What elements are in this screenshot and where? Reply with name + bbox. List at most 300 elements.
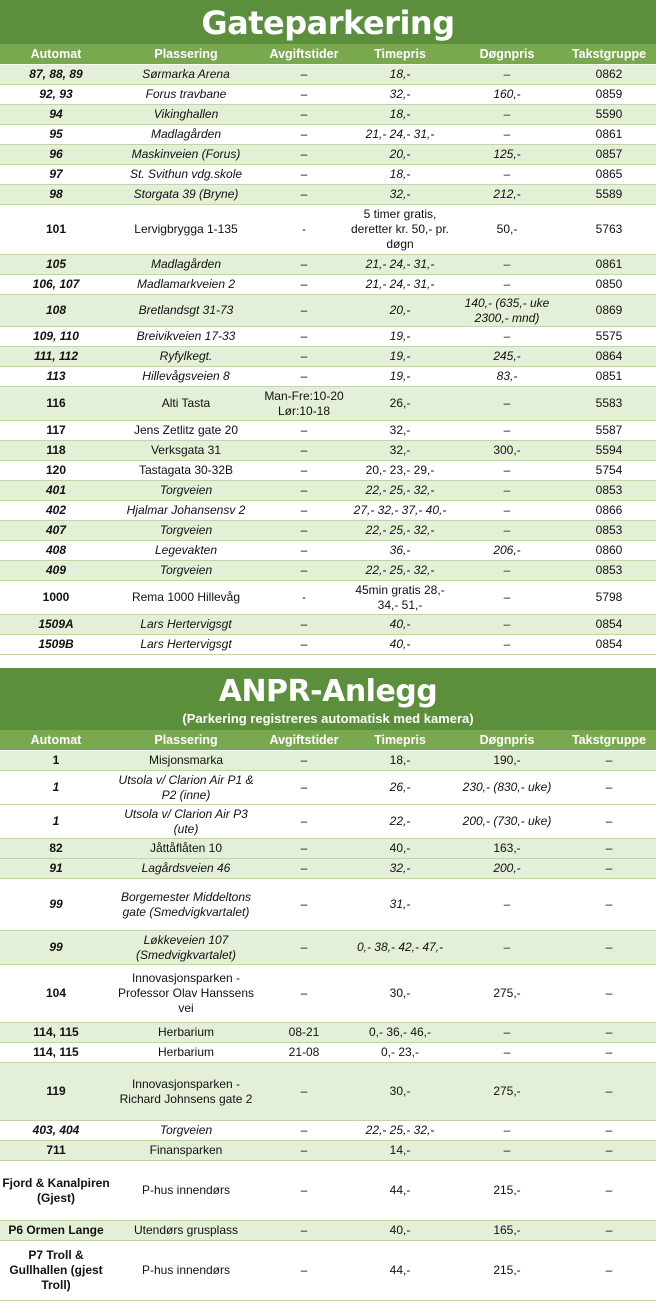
- dognpris-cell: –: [452, 105, 562, 125]
- takstgruppe-cell: –: [562, 805, 656, 839]
- automat-cell: 111, 112: [0, 347, 112, 367]
- plassering-cell: Bretlandsgt 31-73: [112, 295, 260, 327]
- automat-cell: 120: [0, 461, 112, 481]
- table-row: [0, 275, 656, 295]
- dognpris-cell: 215,-: [452, 1241, 562, 1301]
- automat-cell: 711: [0, 1141, 112, 1161]
- table-row: [0, 387, 656, 421]
- header-plassering: Plassering: [112, 44, 260, 65]
- dognpris-cell: 275,-: [452, 965, 562, 1023]
- dognpris-cell: –: [452, 165, 562, 185]
- avgiftstider-cell: –: [260, 839, 348, 859]
- avgiftstider-cell: –: [260, 421, 348, 441]
- dognpris-cell: –: [452, 421, 562, 441]
- automat-cell: 401: [0, 481, 112, 501]
- timepris-cell: 32,-: [348, 421, 452, 441]
- table-row: [0, 615, 656, 635]
- timepris-cell: 0,- 23,-: [348, 1043, 452, 1063]
- plassering-cell: Finansparken: [112, 1141, 260, 1161]
- timepris-cell: 0,- 38,- 42,- 47,-: [348, 931, 452, 965]
- timepris-cell: 40,-: [348, 615, 452, 635]
- automat-cell: 403, 404: [0, 1121, 112, 1141]
- header-automat: Automat: [0, 44, 112, 65]
- dognpris-cell: –: [452, 327, 562, 347]
- plassering-cell: Innovasjonsparken - Professor Olav Hanssens vei: [112, 965, 260, 1023]
- takstgruppe-cell: 5575: [562, 327, 656, 347]
- avgiftstider-cell: –: [260, 367, 348, 387]
- timepris-cell: 21,- 24,- 31,-: [348, 125, 452, 145]
- automat-cell: 109, 110: [0, 327, 112, 347]
- plassering-cell: Vikinghallen: [112, 105, 260, 125]
- avgiftstider-cell: –: [260, 1221, 348, 1241]
- anpr-rows: [0, 751, 656, 1301]
- table-row: [0, 501, 656, 521]
- timepris-cell: 22,- 25,- 32,-: [348, 561, 452, 581]
- automat-cell: 407: [0, 521, 112, 541]
- plassering-cell: Hjalmar Johansensv 2: [112, 501, 260, 521]
- timepris-cell: 5 timer gratis, deretter kr. 50,- pr. døgn: [348, 205, 452, 255]
- timepris-cell: 32,-: [348, 441, 452, 461]
- dognpris-cell: 200,- (730,- uke): [452, 805, 562, 839]
- plassering-cell: P-hus innendørs: [112, 1161, 260, 1221]
- plassering-cell: Alti Tasta: [112, 387, 260, 421]
- timepris-cell: 22,-: [348, 805, 452, 839]
- timepris-cell: 45min gratis 28,- 34,- 51,-: [348, 581, 452, 615]
- avgiftstider-cell: -: [260, 581, 348, 615]
- timepris-cell: 44,-: [348, 1241, 452, 1301]
- dognpris-cell: –: [452, 275, 562, 295]
- plassering-cell: Utsola v/ Clarion Air P1 & P2 (inne): [112, 771, 260, 805]
- table-row: [0, 421, 656, 441]
- timepris-cell: 20,-: [348, 145, 452, 165]
- takstgruppe-cell: 0857: [562, 145, 656, 165]
- timepris-cell: 22,- 25,- 32,-: [348, 481, 452, 501]
- dognpris-cell: –: [452, 1141, 562, 1161]
- timepris-cell: 19,-: [348, 347, 452, 367]
- timepris-cell: 18,-: [348, 105, 452, 125]
- dognpris-cell: 275,-: [452, 1063, 562, 1121]
- dognpris-cell: –: [452, 125, 562, 145]
- avgiftstider-cell: –: [260, 85, 348, 105]
- automat-cell: 1000: [0, 581, 112, 615]
- timepris-cell: 20,-: [348, 295, 452, 327]
- table-row: [0, 771, 656, 805]
- table-row: [0, 965, 656, 1023]
- plassering-cell: Lars Hertervigsgt: [112, 615, 260, 635]
- table-row: [0, 125, 656, 145]
- automat-cell: 1: [0, 771, 112, 805]
- takstgruppe-cell: 0865: [562, 165, 656, 185]
- automat-cell: 409: [0, 561, 112, 581]
- plassering-cell: Løkkeveien 107 (Smedvigkvartalet): [112, 931, 260, 965]
- takstgruppe-cell: 0854: [562, 635, 656, 655]
- timepris-cell: 32,-: [348, 185, 452, 205]
- plassering-cell: Hillevågsveien 8: [112, 367, 260, 387]
- automat-cell: 119: [0, 1063, 112, 1121]
- plassering-cell: Legevakten: [112, 541, 260, 561]
- header-plassering: Plassering: [112, 730, 260, 751]
- takstgruppe-cell: 0853: [562, 561, 656, 581]
- automat-cell: 408: [0, 541, 112, 561]
- avgiftstider-cell: –: [260, 1161, 348, 1221]
- timepris-cell: 30,-: [348, 1063, 452, 1121]
- plassering-cell: Torgveien: [112, 561, 260, 581]
- avgiftstider-cell: 08-21: [260, 1023, 348, 1043]
- anpr-section: [0, 668, 656, 1301]
- table-row: [0, 205, 656, 255]
- dognpris-cell: 140,- (635,- uke 2300,- mnd): [452, 295, 562, 327]
- timepris-cell: 18,-: [348, 65, 452, 85]
- takstgruppe-cell: –: [562, 1141, 656, 1161]
- automat-cell: 105: [0, 255, 112, 275]
- takstgruppe-cell: 0862: [562, 65, 656, 85]
- dognpris-cell: 206,-: [452, 541, 562, 561]
- automat-cell: 99: [0, 931, 112, 965]
- dognpris-cell: –: [452, 635, 562, 655]
- plassering-cell: Madlagården: [112, 125, 260, 145]
- table-row: [0, 541, 656, 561]
- avgiftstider-cell: –: [260, 771, 348, 805]
- automat-cell: 99: [0, 879, 112, 931]
- avgiftstider-cell: –: [260, 185, 348, 205]
- dognpris-cell: –: [452, 1121, 562, 1141]
- avgiftstider-cell: 21-08: [260, 1043, 348, 1063]
- timepris-cell: 22,- 25,- 32,-: [348, 521, 452, 541]
- header-avgiftstider: Avgiftstider: [260, 730, 348, 751]
- avgiftstider-cell: –: [260, 541, 348, 561]
- dognpris-cell: 125,-: [452, 145, 562, 165]
- takstgruppe-cell: 0861: [562, 125, 656, 145]
- timepris-cell: 22,- 25,- 32,-: [348, 1121, 452, 1141]
- takstgruppe-cell: 0861: [562, 255, 656, 275]
- table-row: [0, 839, 656, 859]
- dognpris-cell: –: [452, 581, 562, 615]
- avgiftstider-cell: –: [260, 501, 348, 521]
- anpr-table: [0, 730, 656, 1301]
- dognpris-cell: –: [452, 65, 562, 85]
- automat-cell: 114, 115: [0, 1043, 112, 1063]
- automat-cell: 92, 93: [0, 85, 112, 105]
- header-dognpris: Døgnpris: [452, 44, 562, 65]
- plassering-cell: Utendørs grusplass: [112, 1221, 260, 1241]
- avgiftstider-cell: -: [260, 205, 348, 255]
- automat-cell: 98: [0, 185, 112, 205]
- timepris-cell: 18,-: [348, 165, 452, 185]
- dognpris-cell: 163,-: [452, 839, 562, 859]
- takstgruppe-cell: –: [562, 1221, 656, 1241]
- plassering-cell: Herbarium: [112, 1023, 260, 1043]
- table-row: [0, 1023, 656, 1043]
- automat-cell: P7 Troll & Gullhallen (gjest Troll): [0, 1241, 112, 1301]
- takstgruppe-cell: 0851: [562, 367, 656, 387]
- automat-cell: 106, 107: [0, 275, 112, 295]
- table-row: [0, 105, 656, 125]
- table-row: [0, 859, 656, 879]
- dognpris-cell: –: [452, 561, 562, 581]
- avgiftstider-cell: –: [260, 561, 348, 581]
- table-row: [0, 165, 656, 185]
- dognpris-cell: –: [452, 387, 562, 421]
- plassering-cell: Torgveien: [112, 481, 260, 501]
- takstgruppe-cell: 5594: [562, 441, 656, 461]
- automat-cell: 402: [0, 501, 112, 521]
- takstgruppe-cell: 0850: [562, 275, 656, 295]
- plassering-cell: Jens Zetlitz gate 20: [112, 421, 260, 441]
- dognpris-cell: 245,-: [452, 347, 562, 367]
- plassering-cell: Ryfylkegt.: [112, 347, 260, 367]
- dognpris-cell: –: [452, 1023, 562, 1043]
- header-takstgruppe: Takstgruppe: [562, 730, 656, 751]
- gateparkering-table: [0, 44, 656, 655]
- takstgruppe-cell: 5587: [562, 421, 656, 441]
- takstgruppe-cell: 5590: [562, 105, 656, 125]
- avgiftstider-cell: –: [260, 879, 348, 931]
- dognpris-cell: 300,-: [452, 441, 562, 461]
- automat-cell: 1509B: [0, 635, 112, 655]
- automat-cell: 1: [0, 805, 112, 839]
- timepris-cell: 0,- 36,- 46,-: [348, 1023, 452, 1043]
- timepris-cell: 26,-: [348, 387, 452, 421]
- plassering-cell: Rema 1000 Hillevåg: [112, 581, 260, 615]
- table-row: [0, 461, 656, 481]
- dognpris-cell: –: [452, 931, 562, 965]
- timepris-cell: 40,-: [348, 1221, 452, 1241]
- automat-cell: Fjord & Kanalpiren (Gjest): [0, 1161, 112, 1221]
- timepris-cell: 40,-: [348, 839, 452, 859]
- plassering-cell: Breivikveien 17-33: [112, 327, 260, 347]
- automat-cell: 97: [0, 165, 112, 185]
- header-timepris: Timepris: [348, 44, 452, 65]
- automat-cell: 96: [0, 145, 112, 165]
- avgiftstider-cell: –: [260, 481, 348, 501]
- automat-cell: 94: [0, 105, 112, 125]
- automat-cell: 91: [0, 859, 112, 879]
- avgiftstider-cell: –: [260, 327, 348, 347]
- timepris-cell: 31,-: [348, 879, 452, 931]
- table-header-row: [0, 44, 656, 65]
- dognpris-cell: 160,-: [452, 85, 562, 105]
- timepris-cell: 18,-: [348, 751, 452, 771]
- dognpris-cell: 190,-: [452, 751, 562, 771]
- plassering-cell: Herbarium: [112, 1043, 260, 1063]
- dognpris-cell: 215,-: [452, 1161, 562, 1221]
- dognpris-cell: 50,-: [452, 205, 562, 255]
- plassering-cell: St. Svithun vdg.skole: [112, 165, 260, 185]
- header-avgiftstider: Avgiftstider: [260, 44, 348, 65]
- timepris-cell: 32,-: [348, 859, 452, 879]
- takstgruppe-cell: 5583: [562, 387, 656, 421]
- takstgruppe-cell: 0869: [562, 295, 656, 327]
- timepris-cell: 21,- 24,- 31,-: [348, 255, 452, 275]
- timepris-cell: 19,-: [348, 327, 452, 347]
- dognpris-cell: –: [452, 615, 562, 635]
- plassering-cell: Maskinveien (Forus): [112, 145, 260, 165]
- takstgruppe-cell: 0853: [562, 521, 656, 541]
- timepris-cell: 14,-: [348, 1141, 452, 1161]
- avgiftstider-cell: –: [260, 805, 348, 839]
- header-dognpris: Døgnpris: [452, 730, 562, 751]
- table-row: [0, 1221, 656, 1241]
- takstgruppe-cell: 5763: [562, 205, 656, 255]
- automat-cell: 114, 115: [0, 1023, 112, 1043]
- table-row: [0, 85, 656, 105]
- table-row: [0, 327, 656, 347]
- dognpris-cell: –: [452, 521, 562, 541]
- plassering-cell: Torgveien: [112, 521, 260, 541]
- takstgruppe-cell: –: [562, 751, 656, 771]
- plassering-cell: Tastagata 30-32B: [112, 461, 260, 481]
- automat-cell: 116: [0, 387, 112, 421]
- plassering-cell: Forus travbane: [112, 85, 260, 105]
- takstgruppe-cell: –: [562, 879, 656, 931]
- takstgruppe-cell: –: [562, 1241, 656, 1301]
- avgiftstider-cell: –: [260, 295, 348, 327]
- header-takstgruppe: Takstgruppe: [562, 44, 656, 65]
- takstgruppe-cell: 5798: [562, 581, 656, 615]
- plassering-cell: Borgemester Middeltons gate (Smedvigkvartalet): [112, 879, 260, 931]
- timepris-cell: 26,-: [348, 771, 452, 805]
- takstgruppe-cell: –: [562, 931, 656, 965]
- table-header-row: [0, 730, 656, 751]
- plassering-cell: Lars Hertervigsgt: [112, 635, 260, 655]
- table-row: [0, 931, 656, 965]
- avgiftstider-cell: –: [260, 859, 348, 879]
- dognpris-cell: 83,-: [452, 367, 562, 387]
- plassering-cell: Storgata 39 (Bryne): [112, 185, 260, 205]
- timepris-cell: 30,-: [348, 965, 452, 1023]
- takstgruppe-cell: 0860: [562, 541, 656, 561]
- table-row: [0, 581, 656, 615]
- table-row: [0, 1141, 656, 1161]
- table-row: [0, 255, 656, 275]
- takstgruppe-cell: –: [562, 965, 656, 1023]
- table-row: [0, 185, 656, 205]
- table-row: [0, 1241, 656, 1301]
- plassering-cell: Madlagården: [112, 255, 260, 275]
- automat-cell: 95: [0, 125, 112, 145]
- avgiftstider-cell: Man-Fre:10-20 Lør:10-18: [260, 387, 348, 421]
- header-automat: Automat: [0, 730, 112, 751]
- table-row: [0, 879, 656, 931]
- avgiftstider-cell: –: [260, 635, 348, 655]
- avgiftstider-cell: –: [260, 1241, 348, 1301]
- table-row: [0, 635, 656, 655]
- takstgruppe-cell: 0854: [562, 615, 656, 635]
- automat-cell: 104: [0, 965, 112, 1023]
- avgiftstider-cell: –: [260, 521, 348, 541]
- dognpris-cell: –: [452, 255, 562, 275]
- automat-cell: 82: [0, 839, 112, 859]
- avgiftstider-cell: –: [260, 1063, 348, 1121]
- table-row: [0, 481, 656, 501]
- avgiftstider-cell: –: [260, 65, 348, 85]
- takstgruppe-cell: –: [562, 1023, 656, 1043]
- takstgruppe-cell: –: [562, 1161, 656, 1221]
- avgiftstider-cell: –: [260, 165, 348, 185]
- automat-cell: 1509A: [0, 615, 112, 635]
- takstgruppe-cell: –: [562, 859, 656, 879]
- avgiftstider-cell: –: [260, 931, 348, 965]
- plassering-cell: Innovasjonsparken - Richard Johnsens gate 2: [112, 1063, 260, 1121]
- avgiftstider-cell: –: [260, 145, 348, 165]
- table-row: [0, 1063, 656, 1121]
- section-spacer: [0, 655, 656, 668]
- takstgruppe-cell: 0864: [562, 347, 656, 367]
- avgiftstider-cell: –: [260, 105, 348, 125]
- avgiftstider-cell: –: [260, 965, 348, 1023]
- plassering-cell: Madlamarkveien 2: [112, 275, 260, 295]
- dognpris-cell: –: [452, 1043, 562, 1063]
- table-row: [0, 347, 656, 367]
- avgiftstider-cell: –: [260, 751, 348, 771]
- gateparkering-rows: [0, 65, 656, 655]
- timepris-cell: 36,-: [348, 541, 452, 561]
- avgiftstider-cell: –: [260, 275, 348, 295]
- automat-cell: 101: [0, 205, 112, 255]
- table-row: [0, 521, 656, 541]
- table-row: [0, 295, 656, 327]
- dognpris-cell: 230,- (830,- uke): [452, 771, 562, 805]
- automat-cell: 118: [0, 441, 112, 461]
- automat-cell: 117: [0, 421, 112, 441]
- avgiftstider-cell: –: [260, 255, 348, 275]
- avgiftstider-cell: –: [260, 125, 348, 145]
- automat-cell: 113: [0, 367, 112, 387]
- dognpris-cell: –: [452, 879, 562, 931]
- avgiftstider-cell: –: [260, 441, 348, 461]
- avgiftstider-cell: –: [260, 1141, 348, 1161]
- table-row: [0, 145, 656, 165]
- takstgruppe-cell: –: [562, 839, 656, 859]
- timepris-cell: 32,-: [348, 85, 452, 105]
- automat-cell: 87, 88, 89: [0, 65, 112, 85]
- takstgruppe-cell: –: [562, 1043, 656, 1063]
- takstgruppe-cell: –: [562, 1121, 656, 1141]
- table-row: [0, 441, 656, 461]
- avgiftstider-cell: –: [260, 615, 348, 635]
- dognpris-cell: –: [452, 481, 562, 501]
- timepris-cell: 27,- 32,- 37,- 40,-: [348, 501, 452, 521]
- takstgruppe-cell: –: [562, 771, 656, 805]
- avgiftstider-cell: –: [260, 1121, 348, 1141]
- plassering-cell: Jåttåflåten 10: [112, 839, 260, 859]
- plassering-cell: Lervigbrygga 1-135: [112, 205, 260, 255]
- dognpris-cell: 200,-: [452, 859, 562, 879]
- takstgruppe-cell: 0866: [562, 501, 656, 521]
- table-row: [0, 1043, 656, 1063]
- header-timepris: Timepris: [348, 730, 452, 751]
- takstgruppe-cell: 0853: [562, 481, 656, 501]
- plassering-cell: Misjonsmarka: [112, 751, 260, 771]
- takstgruppe-cell: 0859: [562, 85, 656, 105]
- dognpris-cell: –: [452, 501, 562, 521]
- dognpris-cell: –: [452, 461, 562, 481]
- takstgruppe-cell: 5754: [562, 461, 656, 481]
- anpr-subtitle: (Parkering registreres automatisk med kamera): [0, 710, 656, 730]
- table-row: [0, 751, 656, 771]
- takstgruppe-cell: 5589: [562, 185, 656, 205]
- takstgruppe-cell: –: [562, 1063, 656, 1121]
- timepris-cell: 20,- 23,- 29,-: [348, 461, 452, 481]
- plassering-cell: Torgveien: [112, 1121, 260, 1141]
- automat-cell: 108: [0, 295, 112, 327]
- table-row: [0, 65, 656, 85]
- timepris-cell: 44,-: [348, 1161, 452, 1221]
- timepris-cell: 19,-: [348, 367, 452, 387]
- table-row: [0, 1161, 656, 1221]
- automat-cell: P6 Ormen Lange: [0, 1221, 112, 1241]
- plassering-cell: Utsola v/ Clarion Air P3 (ute): [112, 805, 260, 839]
